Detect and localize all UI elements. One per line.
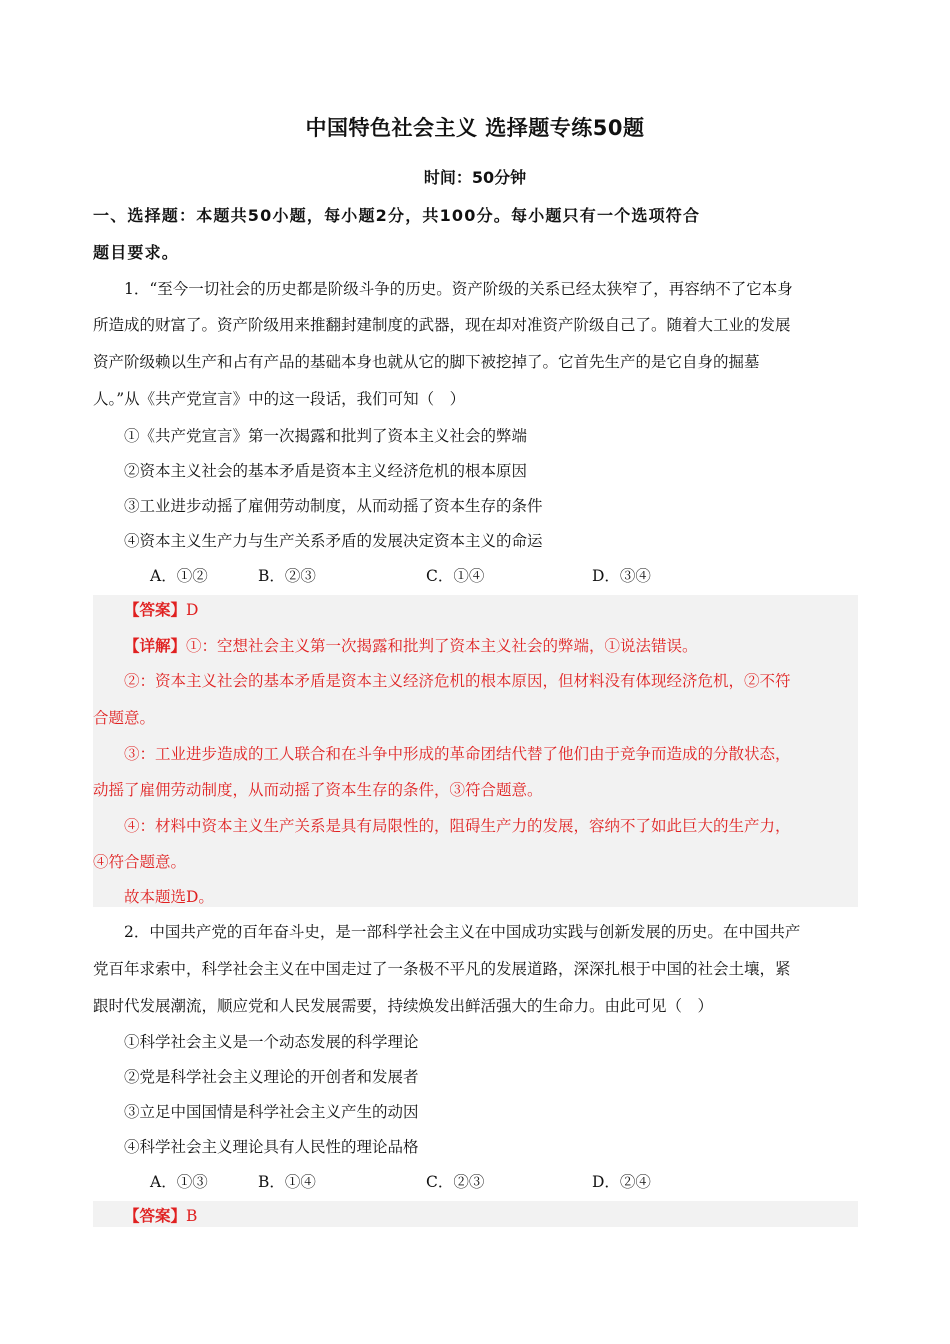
q2-option-c: C．②③ [426, 1173, 485, 1191]
q1-stem-line: 资产阶级赖以生产和占有产品的基础本身也就从它的脚下被挖掉了。它首先生产的是它自身的掘墓 [93, 353, 760, 371]
q1-detail-line: ④：材料中资本主义生产关系是具有局限性的，阻碍生产力的发展，容纳不了如此巨大的生产力， [124, 817, 791, 835]
q1-stem-line: 所造成的财富了。资产阶级用来推翻封建制度的武器，现在却对准资产阶级自己了。随着大工业的发展 [93, 316, 791, 334]
q2-statement-4: ④科学社会主义理论具有人民性的理论品格 [124, 1138, 419, 1156]
answer-value: B [186, 1207, 198, 1225]
q1-option-b: B．②③ [258, 567, 316, 585]
q1-detail-line: 合题意。 [93, 709, 156, 727]
q2-option-d: D．②④ [592, 1173, 651, 1191]
detail-label: 【详解】 [124, 636, 187, 655]
q1-detail-line: ②：资本主义社会的基本矛盾是资本主义经济危机的根本原因，但材料没有体现经济危机，②不符 [124, 672, 791, 690]
q2-answer [124, 1204, 889, 1226]
answer-label: 【答案】 [124, 600, 187, 619]
time-limit: 时间：50分钟 [423, 168, 527, 187]
detail-text: ①：空想社会主义第一次揭露和批判了资本主义社会的弊端，①说法错误。 [186, 637, 698, 655]
answer-label: 【答案】 [124, 1206, 187, 1225]
answer-value: D [186, 601, 199, 619]
q1-detail-line: 动摇了雇佣劳动制度，从而动摇了资本生存的条件，③符合题意。 [93, 781, 543, 799]
q1-conclusion: 故本题选D。 [124, 888, 214, 906]
q2-stem-line: 2．中国共产党的百年奋斗史，是一部科学社会主义在中国成功实践与创新发展的历史。在中国共产 [124, 923, 801, 941]
q1-answer [124, 598, 889, 620]
q2-stem-line: 党百年求索中，科学社会主义在中国走过了一条极不平凡的发展道路，深深扎根于中国的社会土壤，紧 [93, 960, 791, 978]
q1-detail-line: ③：工业进步造成的工人联合和在斗争中形成的革命团结代替了他们由于竞争而造成的分散状态， [124, 745, 791, 763]
section-heading-line2: 题目要求。 [93, 243, 180, 262]
q1-statement-1: ①《共产党宣言》第一次揭露和批判了资本主义社会的弊端 [124, 427, 528, 445]
q2-statement-2: ②党是科学社会主义理论的开创者和发展者 [124, 1068, 419, 1086]
q2-statement-3: ③立足中国国情是科学社会主义产生的动因 [124, 1103, 419, 1121]
page-title: 中国特色社会主义 选择题专练50题 [305, 116, 645, 140]
q2-stem-line: 跟时代发展潮流，顺应党和人民发展需要，持续焕发出鲜活强大的生命力。由此可见（ ） [93, 997, 714, 1015]
q1-detail-line [124, 634, 889, 656]
q1-statement-2: ②资本主义社会的基本矛盾是资本主义经济危机的根本原因 [124, 462, 528, 480]
q1-stem-line: 人。”从《共产党宣言》中的这一段话，我们可知（ ） [93, 390, 466, 408]
q1-stem-line: 1．“至今一切社会的历史都是阶级斗争的历史。资产阶级的关系已经太狭窄了，再容纳不了它本身 [124, 280, 793, 298]
q2-option-b: B．①④ [258, 1173, 316, 1191]
q2-statement-1: ①科学社会主义是一个动态发展的科学理论 [124, 1033, 419, 1051]
q1-statement-3: ③工业进步动摇了雇佣劳动制度，从而动摇了资本生存的条件 [124, 497, 543, 515]
q1-option-c: C．①④ [426, 567, 485, 585]
section-heading-line1: 一、选择题：本题共50小题，每小题2分，共100分。每小题只有一个选项符合 [93, 206, 701, 225]
q1-statement-4: ④资本主义生产力与生产关系矛盾的发展决定资本主义的命运 [124, 532, 543, 550]
q1-option-d: D．③④ [592, 567, 651, 585]
q2-option-a: A．①③ [150, 1173, 208, 1191]
q1-option-a: A．①② [150, 567, 208, 585]
q1-detail-line: ④符合题意。 [93, 853, 187, 871]
